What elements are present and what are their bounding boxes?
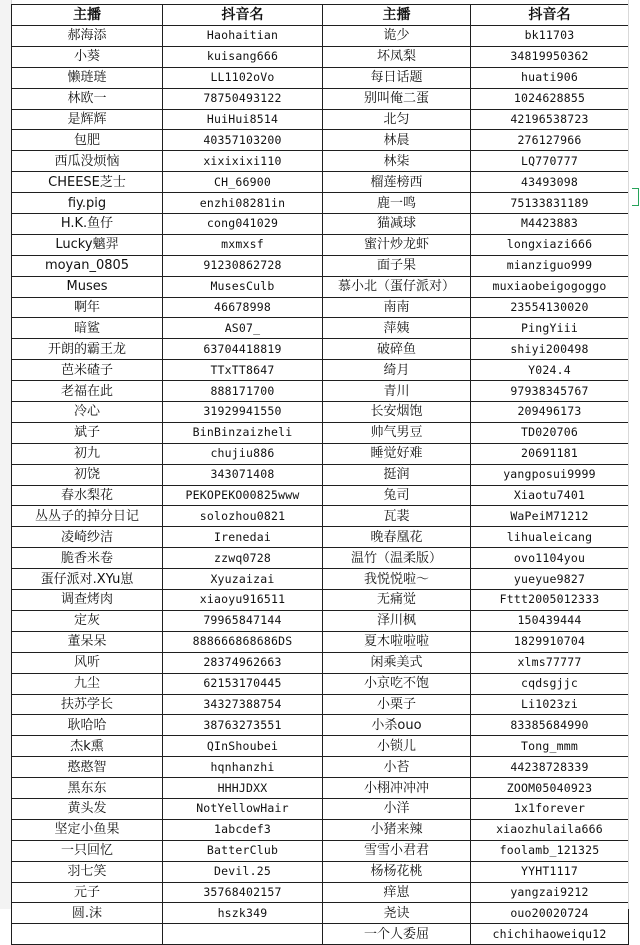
- douyin-name-cell[interactable]: Y024.4: [471, 360, 629, 381]
- douyin-name-cell[interactable]: muxiaobeigogoggo: [471, 276, 629, 297]
- table-row: [12, 422, 629, 443]
- streamer-cell[interactable]: 小杀ouo: [323, 715, 471, 736]
- streamer-cell[interactable]: 林晨: [323, 130, 471, 151]
- douyin-name-cell[interactable]: BatterClub: [163, 840, 323, 861]
- douyin-name-cell[interactable]: mxmxsf: [163, 234, 323, 255]
- streamer-cell[interactable]: 帅气男豆: [323, 422, 471, 443]
- streamer-cell[interactable]: 小锁儿: [323, 736, 471, 757]
- douyin-name-cell[interactable]: M4423883: [471, 214, 629, 235]
- streamer-cell[interactable]: 小京吃不饱: [323, 673, 471, 694]
- streamer-cell[interactable]: 丛丛子的掉分日记: [12, 506, 163, 527]
- streamer-cell[interactable]: 小猪来辣: [323, 819, 471, 840]
- douyin-name-cell[interactable]: MusesCulb: [163, 276, 323, 297]
- douyin-name-cell[interactable]: [163, 924, 323, 945]
- douyin-name-cell[interactable]: 40357103200: [163, 130, 323, 151]
- streamer-cell[interactable]: 九尘: [12, 673, 163, 694]
- streamer-cell[interactable]: 凌崎纱洁: [12, 527, 163, 548]
- douyin-name-cell[interactable]: hqnhanzhi: [163, 757, 323, 778]
- streamer-cell[interactable]: 暗鲨: [12, 318, 163, 339]
- table-row: [12, 778, 629, 799]
- streamer-cell[interactable]: 黑东东: [12, 778, 163, 799]
- douyin-name-cell[interactable]: AS07_: [163, 318, 323, 339]
- streamer-cell[interactable]: 定灰: [12, 610, 163, 631]
- table-row: [12, 193, 629, 214]
- douyin-name-cell[interactable]: 888171700: [163, 381, 323, 402]
- streamer-cell[interactable]: 憨憨智: [12, 757, 163, 778]
- streamer-cell[interactable]: 林欧一: [12, 88, 163, 109]
- douyin-name-cell[interactable]: ZOOM05040923: [471, 778, 629, 799]
- table-row: [12, 840, 629, 861]
- douyin-name-cell[interactable]: Xiaotu7401: [471, 485, 629, 506]
- douyin-name-cell[interactable]: PingYiii: [471, 318, 629, 339]
- table-row: [12, 673, 629, 694]
- streamer-cell[interactable]: 闲乘美式: [323, 652, 471, 673]
- streamer-cell[interactable]: 晚春凰花: [323, 527, 471, 548]
- streamer-cell[interactable]: 老福在此: [12, 381, 163, 402]
- streamer-cell[interactable]: 长安烟饱: [323, 402, 471, 423]
- streamer-cell[interactable]: 一个人委屈: [323, 924, 471, 945]
- streamer-cell[interactable]: 夏木啦啦啦: [323, 631, 471, 652]
- streamer-cell[interactable]: 诡少: [323, 26, 471, 47]
- streamer-cell[interactable]: 小栗子: [323, 694, 471, 715]
- streamer-cell[interactable]: 睡觉好难: [323, 443, 471, 464]
- streamer-cell[interactable]: 冷心: [12, 402, 163, 423]
- douyin-name-cell[interactable]: chujiu886: [163, 443, 323, 464]
- table-row: [12, 26, 629, 47]
- streamer-cell[interactable]: 蜜汁炒龙虾: [323, 234, 471, 255]
- douyin-name-cell[interactable]: BinBinzaizheli: [163, 422, 323, 443]
- streamer-cell[interactable]: 开朗的霸王龙: [12, 339, 163, 360]
- streamer-cell[interactable]: 元子: [12, 882, 163, 903]
- streamer-cell[interactable]: 啊年: [12, 297, 163, 318]
- streamer-cell[interactable]: 圆.沫: [12, 903, 163, 924]
- douyin-name-cell[interactable]: xiaoyu916511: [163, 590, 323, 611]
- streamer-cell[interactable]: 调查烤肉: [12, 590, 163, 611]
- douyin-name-cell[interactable]: chichihaoweiqu12: [471, 924, 629, 945]
- douyin-name-cell[interactable]: cong041029: [163, 214, 323, 235]
- douyin-name-cell[interactable]: TTxTT8647: [163, 360, 323, 381]
- streamer-cell[interactable]: 破碎鱼: [323, 339, 471, 360]
- streamer-cell[interactable]: 蛋仔派对.XYu崽: [12, 569, 163, 590]
- douyin-name-cell[interactable]: Fttt2005012333: [471, 590, 629, 611]
- streamer-cell[interactable]: 小洋: [323, 798, 471, 819]
- table-row: [12, 527, 629, 548]
- streamer-cell[interactable]: 榴莲榜西: [323, 172, 471, 193]
- douyin-name-cell[interactable]: 150439444: [471, 610, 629, 631]
- douyin-name-cell[interactable]: Li1023zi: [471, 694, 629, 715]
- douyin-name-cell[interactable]: 63704418819: [163, 339, 323, 360]
- douyin-name-cell[interactable]: NotYellowHair: [163, 798, 323, 819]
- table-row: [12, 548, 629, 569]
- douyin-name-cell[interactable]: yangzai9212: [471, 882, 629, 903]
- table-row: [12, 214, 629, 235]
- douyin-name-cell[interactable]: 888666868686DS: [163, 631, 323, 652]
- douyin-name-cell[interactable]: 79965847144: [163, 610, 323, 631]
- douyin-name-cell[interactable]: 78750493122: [163, 88, 323, 109]
- streamer-cell[interactable]: 黄头发: [12, 798, 163, 819]
- streamer-cell[interactable]: 是辉辉: [12, 109, 163, 130]
- douyin-name-cell[interactable]: xixixixi110: [163, 151, 323, 172]
- table-row: [12, 506, 629, 527]
- douyin-name-cell[interactable]: kuisang666: [163, 46, 323, 67]
- streamer-cell[interactable]: fiy.pig: [12, 193, 163, 214]
- douyin-name-cell[interactable]: mianziguo999: [471, 255, 629, 276]
- selection-marker: [632, 188, 639, 206]
- douyin-name-cell[interactable]: solozhou0821: [163, 506, 323, 527]
- table-row: [12, 151, 629, 172]
- streamer-cell[interactable]: 无痛觉: [323, 590, 471, 611]
- table-row: [12, 631, 629, 652]
- table-row: [12, 903, 629, 924]
- douyin-name-cell[interactable]: foolamb_121325: [471, 840, 629, 861]
- streamer-cell[interactable]: 南南: [323, 297, 471, 318]
- douyin-name-cell[interactable]: LQ770777: [471, 151, 629, 172]
- douyin-name-cell[interactable]: 83385684990: [471, 715, 629, 736]
- douyin-name-cell[interactable]: LL1102oVo: [163, 67, 323, 88]
- streamer-cell[interactable]: 董呆呆: [12, 631, 163, 652]
- streamer-cell[interactable]: 小苔: [323, 757, 471, 778]
- streamer-cell[interactable]: H.K.鱼仔: [12, 214, 163, 235]
- table-row: [12, 297, 629, 318]
- douyin-name-cell[interactable]: 43493098: [471, 172, 629, 193]
- streamer-cell[interactable]: 脆香米卷: [12, 548, 163, 569]
- streamer-cell[interactable]: 我悦悦啦～: [323, 569, 471, 590]
- douyin-name-cell[interactable]: PEKOPEKO00825www: [163, 485, 323, 506]
- table-row: [12, 757, 629, 778]
- streamer-cell[interactable]: 青川: [323, 381, 471, 402]
- douyin-name-cell[interactable]: CH_66900: [163, 172, 323, 193]
- table-row: [12, 715, 629, 736]
- douyin-name-cell[interactable]: ovo1104you: [471, 548, 629, 569]
- header-cell[interactable]: 主播: [323, 5, 471, 26]
- douyin-name-cell[interactable]: 34819950362: [471, 46, 629, 67]
- streamer-cell[interactable]: 小栩冲冲冲: [323, 778, 471, 799]
- streamer-cell[interactable]: 风听: [12, 652, 163, 673]
- streamer-cell[interactable]: 包肥: [12, 130, 163, 151]
- douyin-name-cell[interactable]: shiyi200498: [471, 339, 629, 360]
- streamer-cell[interactable]: 瓦裴: [323, 506, 471, 527]
- douyin-name-cell[interactable]: 46678998: [163, 297, 323, 318]
- douyin-name-cell[interactable]: bk11703: [471, 26, 629, 47]
- table-row: [12, 443, 629, 464]
- douyin-name-cell[interactable]: TD020706: [471, 422, 629, 443]
- douyin-name-cell[interactable]: Xyuzaizai: [163, 569, 323, 590]
- douyin-name-cell[interactable]: xiaozhulaila666: [471, 819, 629, 840]
- douyin-name-cell[interactable]: 91230862728: [163, 255, 323, 276]
- douyin-name-cell[interactable]: 276127966: [471, 130, 629, 151]
- header-cell[interactable]: 抖音名: [163, 5, 323, 26]
- streamer-cell[interactable]: 萍姨: [323, 318, 471, 339]
- table-row: [12, 485, 629, 506]
- streamer-cell[interactable]: 初九: [12, 443, 163, 464]
- table-row: [12, 861, 629, 882]
- streamer-cell[interactable]: 羽七笑: [12, 861, 163, 882]
- header-row: [12, 5, 629, 26]
- table-row: [12, 109, 629, 130]
- douyin-name-cell[interactable]: HuiHui8514: [163, 109, 323, 130]
- streamer-cell[interactable]: 懒琏琏: [12, 67, 163, 88]
- douyin-name-cell[interactable]: yangposui9999: [471, 464, 629, 485]
- table-row: [12, 88, 629, 109]
- header-cell[interactable]: 主播: [12, 5, 163, 26]
- douyin-name-cell[interactable]: 28374962663: [163, 652, 323, 673]
- douyin-name-cell[interactable]: HHHJDXX: [163, 778, 323, 799]
- streamer-cell[interactable]: 一只回忆: [12, 840, 163, 861]
- streamer-cell[interactable]: 鹿一鸣: [323, 193, 471, 214]
- douyin-name-cell[interactable]: YYHT1117: [471, 861, 629, 882]
- douyin-name-cell[interactable]: 1829910704: [471, 631, 629, 652]
- douyin-name-cell[interactable]: 1abcdef3: [163, 819, 323, 840]
- table-row: [12, 381, 629, 402]
- douyin-name-cell[interactable]: Irenedai: [163, 527, 323, 548]
- streamer-cell[interactable]: Muses: [12, 276, 163, 297]
- streamer-cell[interactable]: 猫减球: [323, 214, 471, 235]
- table-row: [12, 590, 629, 611]
- streamer-cell[interactable]: 别叫俺二蛋: [323, 88, 471, 109]
- table-row: [12, 255, 629, 276]
- streamer-cell[interactable]: 挺润: [323, 464, 471, 485]
- douyin-name-cell[interactable]: hszk349: [163, 903, 323, 924]
- douyin-name-cell[interactable]: 1024628855: [471, 88, 629, 109]
- douyin-name-cell[interactable]: WaPeiM71212: [471, 506, 629, 527]
- table-row: [12, 694, 629, 715]
- streamer-cell[interactable]: CHEESE芝士: [12, 172, 163, 193]
- table-row: [12, 172, 629, 193]
- streamer-cell[interactable]: 痒崽: [323, 882, 471, 903]
- douyin-name-cell[interactable]: lihualeicang: [471, 527, 629, 548]
- streamer-cell[interactable]: 绮月: [323, 360, 471, 381]
- douyin-name-cell[interactable]: 35768402157: [163, 882, 323, 903]
- streamer-cell[interactable]: 林柒: [323, 151, 471, 172]
- douyin-name-cell[interactable]: 34327388754: [163, 694, 323, 715]
- douyin-name-cell[interactable]: 20691181: [471, 443, 629, 464]
- streamer-cell[interactable]: 杨杨花桃: [323, 861, 471, 882]
- column-edge: [628, 0, 640, 909]
- douyin-name-cell[interactable]: longxiazi666: [471, 234, 629, 255]
- table-row: [12, 819, 629, 840]
- table-row: [12, 130, 629, 151]
- streamer-cell[interactable]: [12, 924, 163, 945]
- streamer-cell[interactable]: 泽川枫: [323, 610, 471, 631]
- table-row: [12, 569, 629, 590]
- douyin-name-cell[interactable]: 62153170445: [163, 673, 323, 694]
- streamer-cell[interactable]: 慕小北（蛋仔派对）: [323, 276, 471, 297]
- streamer-cell[interactable]: 雪雪小君君: [323, 840, 471, 861]
- table-row: [12, 652, 629, 673]
- streamer-cell[interactable]: 面子果: [323, 255, 471, 276]
- douyin-name-cell[interactable]: yueyue9827: [471, 569, 629, 590]
- streamer-cell[interactable]: 坚定小鱼果: [12, 819, 163, 840]
- douyin-name-cell[interactable]: xlms77777: [471, 652, 629, 673]
- streamer-cell[interactable]: 春水梨花: [12, 485, 163, 506]
- douyin-name-cell[interactable]: 44238728339: [471, 757, 629, 778]
- streamer-cell[interactable]: 北匀: [323, 109, 471, 130]
- streamer-cell[interactable]: 郝海添: [12, 26, 163, 47]
- douyin-name-cell[interactable]: enzhi08281in: [163, 193, 323, 214]
- douyin-name-cell[interactable]: 38763273551: [163, 715, 323, 736]
- streamer-cell[interactable]: 斌子: [12, 422, 163, 443]
- streamer-table: [11, 4, 629, 945]
- douyin-name-cell[interactable]: 343071408: [163, 464, 323, 485]
- douyin-name-cell[interactable]: ouo20020724: [471, 903, 629, 924]
- table-row: [12, 339, 629, 360]
- streamer-cell[interactable]: moyan_0805: [12, 255, 163, 276]
- table-row: [12, 46, 629, 67]
- douyin-name-cell[interactable]: 23554130020: [471, 297, 629, 318]
- streamer-cell[interactable]: 温竹（温柔版）: [323, 548, 471, 569]
- streamer-cell[interactable]: 耿哈哈: [12, 715, 163, 736]
- douyin-name-cell[interactable]: huati906: [471, 67, 629, 88]
- table-row: [12, 318, 629, 339]
- douyin-name-cell[interactable]: Haohaitian: [163, 26, 323, 47]
- streamer-cell[interactable]: 初饶: [12, 464, 163, 485]
- douyin-name-cell[interactable]: 75133831189: [471, 193, 629, 214]
- table-row: [12, 234, 629, 255]
- table-row: [12, 798, 629, 819]
- streamer-cell[interactable]: 坏凤梨: [323, 46, 471, 67]
- header-cell[interactable]: 抖音名: [471, 5, 629, 26]
- streamer-cell[interactable]: 杰k熏: [12, 736, 163, 757]
- table-row: [12, 610, 629, 631]
- streamer-cell[interactable]: 兔司: [323, 485, 471, 506]
- streamer-cell[interactable]: 尧诀: [323, 903, 471, 924]
- table-row: [12, 882, 629, 903]
- douyin-name-cell[interactable]: 97938345767: [471, 381, 629, 402]
- streamer-cell[interactable]: Lucky魑羿: [12, 234, 163, 255]
- table-row: [12, 276, 629, 297]
- douyin-name-cell[interactable]: 31929941550: [163, 402, 323, 423]
- douyin-name-cell[interactable]: Devil.25: [163, 861, 323, 882]
- table-row: [12, 360, 629, 381]
- table-row: [12, 402, 629, 423]
- streamer-cell[interactable]: 芭米碴子: [12, 360, 163, 381]
- douyin-name-cell[interactable]: 1x1forever: [471, 798, 629, 819]
- streamer-cell[interactable]: 西瓜没烦恼: [12, 151, 163, 172]
- douyin-name-cell[interactable]: 42196538723: [471, 109, 629, 130]
- table-row: [12, 67, 629, 88]
- douyin-name-cell[interactable]: cqdsgjjc: [471, 673, 629, 694]
- douyin-name-cell[interactable]: zzwq0728: [163, 548, 323, 569]
- table-row: [12, 924, 629, 945]
- douyin-name-cell[interactable]: QInShoubei: [163, 736, 323, 757]
- streamer-cell[interactable]: 每日话题: [323, 67, 471, 88]
- douyin-name-cell[interactable]: 209496173: [471, 402, 629, 423]
- douyin-name-cell[interactable]: Tong_mmm: [471, 736, 629, 757]
- table-row: [12, 736, 629, 757]
- table-row: [12, 464, 629, 485]
- streamer-cell[interactable]: 扶苏学长: [12, 694, 163, 715]
- streamer-cell[interactable]: 小葵: [12, 46, 163, 67]
